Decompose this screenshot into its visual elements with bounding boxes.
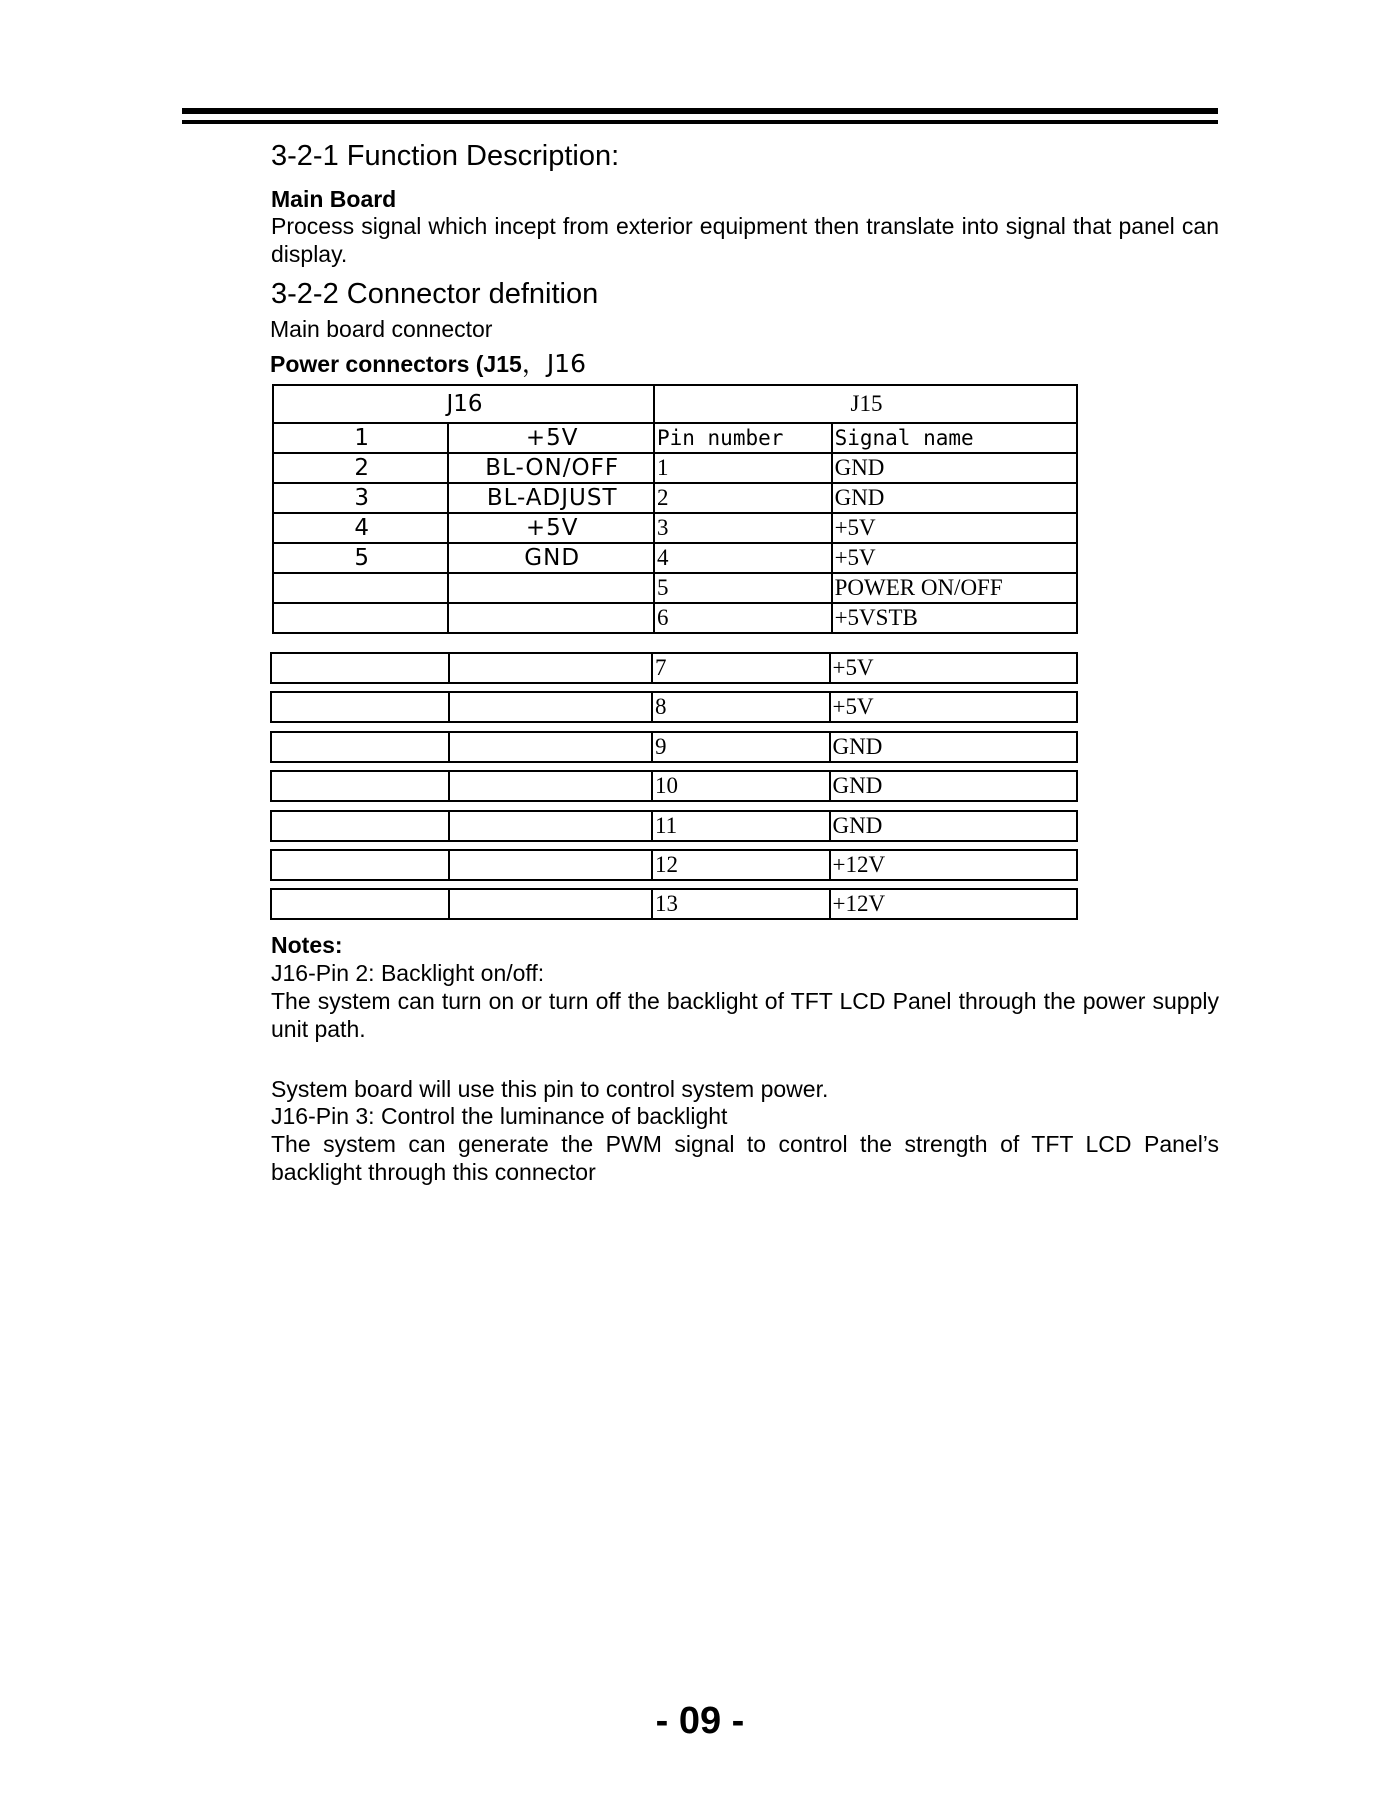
- j16-signal-cell: +5V: [448, 513, 654, 543]
- empty-cell: [449, 850, 652, 880]
- table-row: [271, 771, 1077, 801]
- table-row: [271, 811, 1077, 841]
- empty-cell: [273, 603, 448, 633]
- table-row: [273, 543, 1077, 573]
- j16-pin-cell: 4: [273, 513, 448, 543]
- connector-table-upper: [272, 384, 1078, 634]
- header-rule-thick: [182, 108, 1218, 114]
- connector-row-12: [270, 849, 1078, 881]
- empty-cell: [449, 811, 652, 841]
- note-pin3-description: The system can generate the PWM signal to control the strength of TFT LCD Panel’s backlight through this connector: [271, 1131, 1219, 1185]
- j15-signal-cell: +12V: [830, 850, 1077, 880]
- j16-pin-cell: 5: [273, 543, 448, 573]
- j15-signal-cell: +5V: [832, 513, 1077, 543]
- j15-signal-cell: +5V: [830, 692, 1077, 722]
- table-row: [273, 603, 1077, 633]
- note-system-power: System board will use this pin to control system power.: [271, 1076, 829, 1102]
- table-row: [271, 653, 1077, 683]
- j15-col-signal-header: Signal name: [832, 423, 1077, 453]
- j15-pin-cell: 7: [652, 653, 830, 683]
- j15-signal-cell: GND: [832, 453, 1077, 483]
- j16-pin-cell: 3: [273, 483, 448, 513]
- power-connectors-label-suffix: ，J16: [521, 349, 586, 378]
- j15-signal-cell: +5V: [830, 653, 1077, 683]
- j15-pin-cell: 13: [652, 889, 830, 919]
- j15-header: J15: [654, 385, 1077, 423]
- j15-pin-cell: 1: [654, 453, 832, 483]
- empty-cell: [449, 692, 652, 722]
- table-row: [273, 573, 1077, 603]
- table-row: [273, 513, 1077, 543]
- empty-cell: [273, 573, 448, 603]
- j16-signal-cell: GND: [448, 543, 654, 573]
- connector-row-10: [270, 770, 1078, 802]
- empty-cell: [271, 771, 449, 801]
- empty-cell: [271, 889, 449, 919]
- table-row: [273, 483, 1077, 513]
- main-board-description: Process signal which incept from exterior equipment then translate into signal that panel can display.: [271, 213, 1219, 267]
- j15-pin-cell: 5: [654, 573, 832, 603]
- power-connectors-label: [270, 344, 586, 380]
- j15-pin-cell: 4: [654, 543, 832, 573]
- table-row: [271, 850, 1077, 880]
- header-rule-thin: [182, 120, 1218, 124]
- j15-pin-cell: 10: [652, 771, 830, 801]
- connector-row-7: [270, 652, 1078, 684]
- j16-signal-cell: BL-ADJUST: [448, 483, 654, 513]
- j15-pin-cell: 2: [654, 483, 832, 513]
- j15-signal-cell: GND: [832, 483, 1077, 513]
- note-pin2-heading: J16-Pin 2: Backlight on/off:: [271, 960, 545, 986]
- j15-pin-cell: 12: [652, 850, 830, 880]
- section-title-function-description: 3-2-1 Function Description:: [271, 140, 620, 172]
- empty-cell: [449, 653, 652, 683]
- notes-title: Notes:: [271, 932, 343, 958]
- j15-col-pin-header: Pin number: [654, 423, 832, 453]
- empty-cell: [448, 573, 654, 603]
- empty-cell: [271, 850, 449, 880]
- j16-header: J16: [273, 385, 654, 423]
- j15-pin-cell: 9: [652, 732, 830, 762]
- connector-row-13: [270, 888, 1078, 920]
- connector-row-8: [270, 691, 1078, 723]
- connector-subtitle: Main board connector: [270, 316, 493, 342]
- page-number: - 09 -: [655, 1700, 745, 1742]
- j15-signal-cell: +12V: [830, 889, 1077, 919]
- j15-signal-cell: GND: [830, 732, 1078, 762]
- j15-signal-cell: GND: [830, 811, 1077, 841]
- section-title-connector-definition: 3-2-2 Connector defnition: [271, 278, 599, 310]
- note-pin3-heading: J16-Pin 3: Control the luminance of backlight: [271, 1103, 728, 1129]
- j15-pin-cell: 3: [654, 513, 832, 543]
- empty-cell: [449, 771, 652, 801]
- j15-pin-cell: 11: [652, 811, 830, 841]
- empty-cell: [448, 603, 654, 633]
- table-row: [273, 423, 1077, 453]
- empty-cell: [449, 732, 652, 762]
- j16-signal-cell: +5V: [448, 423, 654, 453]
- power-connectors-label-text: Power connectors (J15: [270, 351, 522, 377]
- empty-cell: [271, 732, 449, 762]
- empty-cell: [271, 811, 449, 841]
- empty-cell: [449, 889, 652, 919]
- j15-signal-cell: +5V: [832, 543, 1077, 573]
- connector-row-9: [270, 731, 1078, 763]
- j15-signal-cell: POWER ON/OFF: [832, 573, 1077, 603]
- note-pin2-description: The system can turn on or turn off the backlight of TFT LCD Panel through the power supply unit path.: [271, 988, 1219, 1042]
- j15-signal-cell: +5VSTB: [832, 603, 1077, 633]
- j16-pin-cell: 1: [273, 423, 448, 453]
- table-row: [271, 889, 1077, 919]
- j16-signal-cell: BL-ON/OFF: [448, 453, 654, 483]
- j15-pin-cell: 8: [652, 692, 830, 722]
- j15-signal-cell: GND: [830, 771, 1077, 801]
- empty-cell: [271, 692, 449, 722]
- table-header-row: [273, 385, 1077, 423]
- empty-cell: [271, 653, 449, 683]
- table-row: [271, 692, 1077, 722]
- connector-row-11: [270, 810, 1078, 842]
- main-board-label: Main Board: [271, 186, 397, 212]
- j16-pin-cell: 2: [273, 453, 448, 483]
- table-row: [271, 732, 1077, 762]
- table-row: [273, 453, 1077, 483]
- j15-pin-cell: 6: [654, 603, 832, 633]
